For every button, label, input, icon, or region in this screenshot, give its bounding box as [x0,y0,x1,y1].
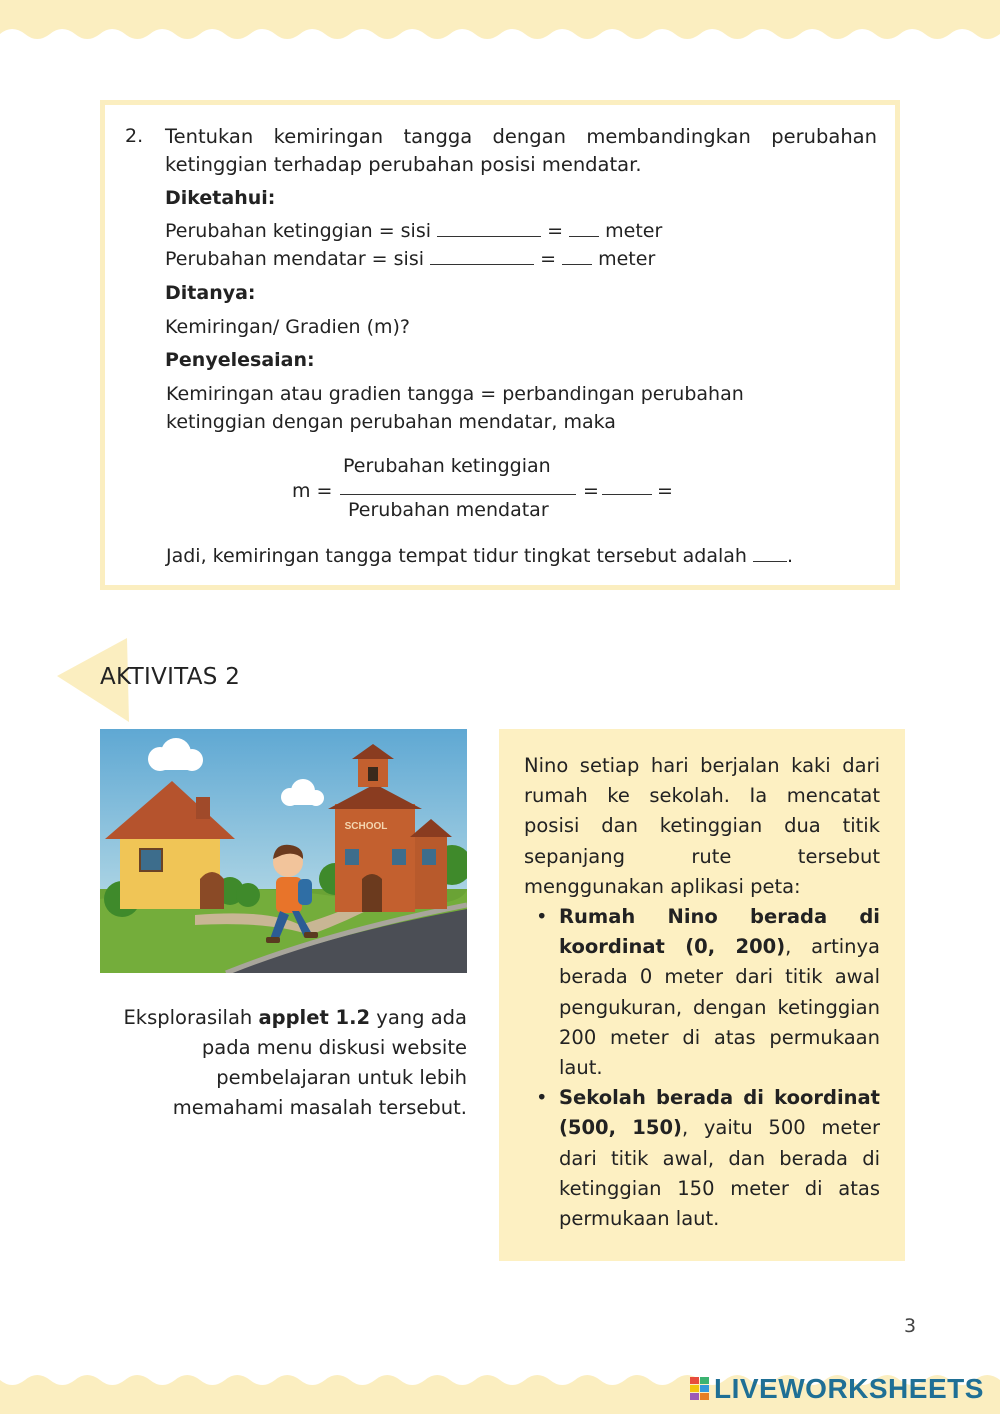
brand-name: LIVEWORKSHEETS [714,1373,984,1404]
school-description: , yaitu 500 meter dari titik awal, dan berada di ketinggian 150 meter di atas permukaan laut. [559,1116,881,1231]
formula-lhs: m = [292,480,333,502]
known-line-horizontal [165,248,655,270]
conclusion-period: . [786,545,794,567]
explore-text-a: Eksplorasilah [123,1006,259,1029]
formula-numerator: Perubahan ketinggian [343,455,551,477]
bullet-icon: • [536,905,548,928]
school-coordinate: Sekolah berada di koordinat (500, 150) [559,1086,880,1140]
horizontal-value-blank[interactable] [562,264,592,265]
known-line2-label: Perubahan mendatar = sisi [165,248,424,270]
applet-link[interactable]: applet 1.2 [258,1006,371,1029]
list-item-school [524,1083,880,1234]
walking-to-school-illustration [100,729,467,973]
height-value-blank[interactable] [569,236,599,237]
known-heading: Diketahui: [165,187,276,209]
known-line1-unit: meter [605,220,663,242]
conclusion [166,545,793,567]
question-text: Tentukan kemiringan tangga dengan membandingkan perubahan ketinggian terhadap perubahan posisi mendatar. [165,125,877,176]
explore-instruction [110,1003,467,1123]
formula-denominator: Perubahan mendatar [348,499,549,521]
known-line1-eq: = [547,220,564,242]
liveworksheets-logo[interactable] [690,1374,984,1404]
fraction-bar [340,494,576,495]
answer-fraction-blank[interactable] [602,494,652,495]
known-line2-eq: = [540,248,557,270]
home-coordinate: Rumah Nino berada di koordinat (0, 200) [559,905,880,959]
home-description: , artinya berada 0 meter dari titik awal pengukuran, dengan ketinggian 200 meter di atas permukaan laut. [559,935,880,1080]
story-intro: Nino setiap hari berjalan kaki dari rumah ke sekolah. Ia mencatat posisi dan ketinggian dua titik sepanjang rute tersebut menggunakan aplikasi peta: [524,754,880,898]
slope-answer-blank[interactable] [753,561,787,562]
solution-line-1: Kemiringan atau gradien tangga = perbandingan perubahan [166,383,744,405]
question-box [100,100,900,590]
activity-title: AKTIVITAS 2 [100,664,241,690]
coordinate-list [524,902,880,1234]
known-line-height [165,220,662,242]
story-box [499,729,905,1261]
solution-heading: Penyelesaian: [165,349,315,371]
formula-equals-1: = [583,480,599,502]
side-horizontal-blank[interactable] [430,264,534,265]
top-wave-decoration [0,0,1000,44]
school-sign: SCHOOL [344,821,388,832]
explore-text-b: yang ada pada menu diskusi website pembelajaran untuk lebih memahami masalah tersebut. [172,1006,467,1119]
asked-heading: Ditanya: [165,282,256,304]
side-height-blank[interactable] [437,236,541,237]
question-number: 2. [125,125,144,147]
asked-text: Kemiringan/ Gradien (m)? [165,316,411,338]
formula-equals-2: = [657,480,673,502]
page-number: 3 [904,1315,917,1337]
known-line2-unit: meter [598,248,656,270]
bullet-icon: • [536,1086,548,1110]
known-line1-label: Perubahan ketinggian = sisi [165,220,432,242]
liveworksheets-blocks-icon [690,1377,710,1401]
solution-line-2: ketinggian dengan perubahan mendatar, maka [166,411,616,433]
conclusion-text: Jadi, kemiringan tangga tempat tidur tingkat tersebut adalah [166,545,747,567]
list-item-home [524,902,880,1083]
